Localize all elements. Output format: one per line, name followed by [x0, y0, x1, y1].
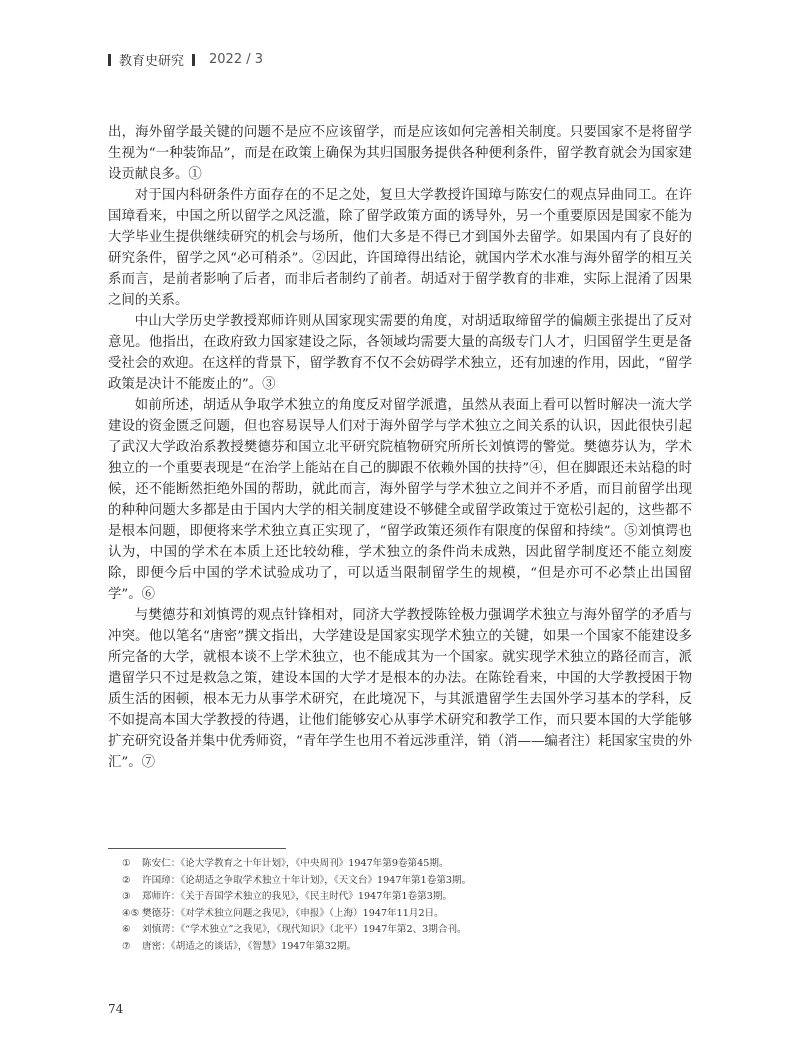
footnote-text: 唐密：《胡适之的谈话》，《智慧》1947年第32期。	[142, 940, 357, 952]
footnote-mark: ③	[122, 891, 131, 902]
footnote-text: 许国璋：《论胡适之争取学术独立十年计划》，《天文台》1947年第1卷第3期。	[142, 874, 472, 886]
paragraph: 如前所述，胡适从争取学术独立的角度反对留学派遣，虽然从表面上看可以暂时解决一流大学建设的资金匮乏问题，但也容易误导人们对于海外留学与学术独立之间关系的认识，因此很快引起了武汉大学政治系教授樊德芬和国立北平研究院植物研究所所长刘慎谔的警觉。樊德芬认为，学术独立的一个重要表现是“在治学上能站在自己的脚跟不依赖外国的扶持”④，但在脚跟还未站稳的时候，还不能断然拒绝外国的帮助，就此而言，海外留学与学术独立之间并不矛盾，而目前留学出现的种种问题大多都是由于国内大学的相关制度建设不够健全或留学政策过于宽松引起的，这些都不是根本问题，即便将来学术独立真正实现了，“留学政策还须作有限度的保留和持续”。⑤刘慎谔也认为，中国的学术在本质上还比较幼稚，学术独立的条件尚未成熟，因此留学制度还不能立刻废除，即便今后中国的学术试验成功了，可以适当限制留学生的规模，“但是亦可不必禁止出国留学”。⑥	[108, 398, 692, 602]
article-body	[108, 122, 692, 773]
footnote-mark: ⑥	[122, 924, 131, 935]
footnote-mark: ⑦	[122, 940, 131, 952]
footnote	[122, 873, 692, 890]
footnote	[122, 856, 692, 873]
journal-title: 教育史研究	[119, 54, 185, 69]
issue-number: 2022 / 3	[209, 52, 264, 67]
footnote-divider	[108, 848, 286, 849]
footnote	[122, 889, 692, 906]
paragraph: 与樊德芬和刘慎谔的观点针锋相对，同济大学教授陈铨极力强调学术独立与海外留学的矛盾与冲突。他以笔名“唐密”撰文指出，大学建设是国家实现学术独立的关键，如果一个国家不能建设多所完备的大学，就根本谈不上学术独立，也不能成其为一个国家。就实现学术独立的路径而言，派遣留学只不过是救急之策，建设本国的大学才是根本的办法。在陈铨看来，中国的大学教授困于物质生活的困顿，根本无力从事学术研究，在此境况下，与其派遣留学生去国外学习基本的学科，反不如提高本国大学教授的待遇，让他们能够安心从事学术研究和教学工作，而只要本国的大学能够扩充研究设备并集中优秀师资，“青年学生也用不着远涉重洋，销（消——编者注）耗国家宝贵的外汇”。⑦	[108, 608, 692, 770]
footnote-text: 郑师许：《关于吾国学术独立的我见》，《民主时代》1947年第1卷第3期。	[142, 891, 453, 902]
header-bar-left	[108, 54, 111, 66]
running-header	[108, 50, 263, 69]
footnote-text: 陈安仁：《论大学教育之十年计划》，《中央周刊》1947年第9卷第45期。	[142, 858, 449, 869]
footnote-mark: ①	[122, 858, 131, 869]
page-number: 74	[108, 1002, 124, 1016]
footnote-text: 刘慎谔：《“学术独立”之我见》，《现代知识》（北平）1947年第2、3期合刊。	[142, 924, 467, 935]
footnote-text: 樊德芬：《对学术独立问题之我见》，《申报》（上海）1947年11月2日。	[142, 907, 444, 919]
footnote-mark: ④⑤	[122, 907, 140, 919]
footnote	[122, 939, 692, 956]
footnote	[122, 906, 692, 923]
footnotes	[122, 856, 692, 955]
header-bar-right	[192, 54, 195, 66]
footnote	[122, 922, 692, 939]
paragraph: 中山大学历史学教授郑师许则从国家现实需要的角度，对胡适取缔留学的偏颇主张提出了反对意见。他指出，在政府致力国家建设之际，各领域均需要大量的高级专门人才，归国留学生更是备受社会的欢迎。在这样的背景下，留学教育不仅不会妨碍学术独立，还有加速的作用，因此，“留学政策是决计不能废止的”。③	[108, 314, 692, 392]
paragraph-continued: 出，海外留学最关键的问题不是应不应该留学，而是应该如何完善相关制度。只要国家不是将留学生视为“一种装饰品”，而是在政策上确保为其归国服务提供各种便利条件，留学教育就会为国家建设贡献良多。①	[108, 125, 692, 182]
footnote-mark: ②	[122, 874, 131, 886]
paragraph: 对于国内科研条件方面存在的不足之处，复旦大学教授许国璋与陈安仁的观点异曲同工。在许国璋看来，中国之所以留学之风泛滥，除了留学政策方面的诱导外，另一个重要原因是国家不能为大学毕业生提供继续研究的机会与场所，他们大多是不得已才到国外去留学。如果国内有了良好的研究条件，留学之风“必可稍杀”。②因此，许国璋得出结论，就国内学术水准与海外留学的相互关系而言，是前者影响了后者，而非后者制约了前者。胡适对于留学教育的非难，实际上混淆了因果之间的关系。	[108, 188, 692, 308]
